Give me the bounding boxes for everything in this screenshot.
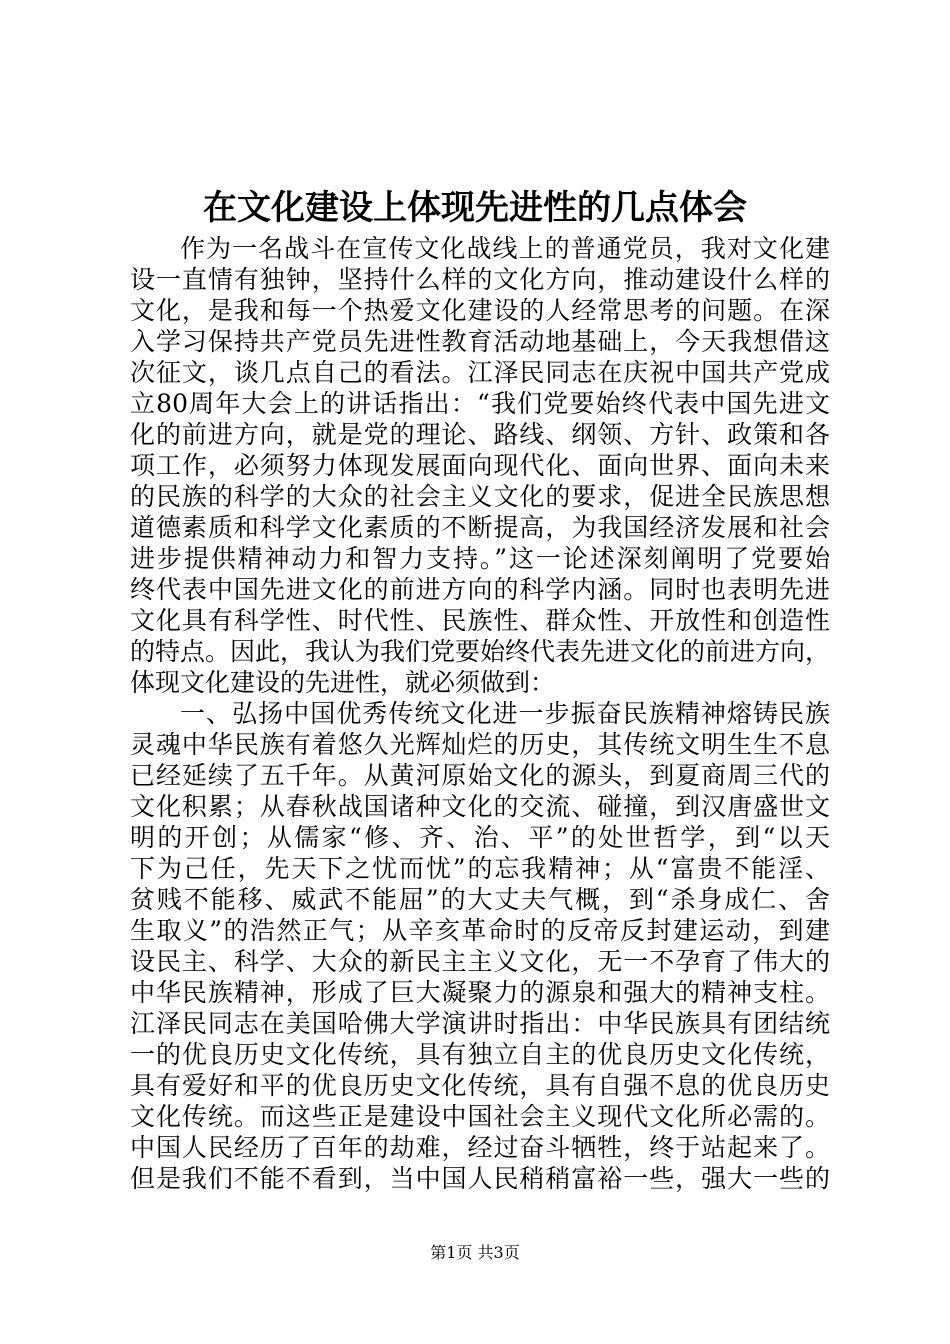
body-line: 的民族的科学的大众的社会主义文化的要求，促进全民族思想	[130, 482, 830, 511]
body-line: 入学习保持共产党员先进性教育活动地基础上，今天我想借这	[130, 327, 830, 356]
body-line: 文化传统。而这些正是建设中国社会主义现代文化所必需的。	[130, 1102, 830, 1131]
document-body	[130, 233, 830, 1194]
body-line: 体现文化建设的先进性，就必须做到：	[130, 668, 556, 697]
body-line: 的特点。因此，我认为我们党要始终代表先进文化的前进方向，	[130, 637, 831, 666]
body-line: 作为一名战斗在宣传文化战线上的普通党员，我对文化建	[180, 234, 830, 263]
body-line: 灵魂中华民族有着悠久光辉灿烂的历史，其传统文明生生不息	[130, 730, 830, 759]
page-footer: 第1页 共3页	[430, 1243, 520, 1262]
body-line: 设一直情有独钟，坚持什么样的文化方向，推动建设什么样的	[130, 265, 830, 294]
body-line: 文化积累；从春秋战国诸种文化的交流、碰撞，到汉唐盛世文	[130, 792, 830, 821]
body-line: 进步提供精神动力和智力支持。”这一论述深刻阐明了党要始	[130, 544, 830, 573]
body-line: 次征文，谈几点自己的看法。江泽民同志在庆祝中国共产党成	[130, 358, 830, 387]
body-line: 终代表中国先进文化的前进方向的科学内涵。同时也表明先进	[130, 575, 830, 604]
body-line: 设民主、科学、大众的新民主主义文化，无一不孕育了伟大的	[130, 947, 830, 976]
body-line: 江泽民同志在美国哈佛大学演讲时指出：中华民族具有团结统	[130, 1009, 830, 1038]
body-line: 生取义”的浩然正气；从辛亥革命时的反帝反封建运动，到建	[130, 916, 830, 945]
body-line: 中华民族精神，形成了巨大凝聚力的源泉和强大的精神支柱。	[130, 978, 830, 1007]
body-line: 明的开创；从儒家“修、齐、治、平”的处世哲学，到“以天	[130, 823, 830, 852]
body-line: 文化具有科学性、时代性、民族性、群众性、开放性和创造性	[130, 606, 830, 635]
body-line: 但是我们不能不看到，当中国人民稍稍富裕一些，强大一些的	[130, 1164, 830, 1193]
body-line: 一、弘扬中国优秀传统文化进一步振奋民族精神熔铸民族	[180, 699, 830, 728]
body-line: 中国人民经历了百年的劫难，经过奋斗牺牲，终于站起来了。	[130, 1133, 830, 1162]
document-title: 在文化建设上体现先进性的几点体会	[203, 188, 747, 228]
body-line: 化的前进方向，就是党的理论、路线、纲领、方针、政策和各	[130, 420, 830, 449]
body-line: 下为己任，先天下之忧而忧”的忘我精神；从“富贵不能淫、	[130, 854, 830, 883]
body-line: 项工作，必须努力体现发展面向现代化、面向世界、面向未来	[130, 451, 830, 480]
body-line: 一的优良历史文化传统，具有独立自主的优良历史文化传统，	[130, 1040, 830, 1069]
body-line: 已经延续了五千年。从黄河原始文化的源头，到夏商周三代的	[130, 761, 830, 790]
body-line: 道德素质和科学文化素质的不断提高，为我国经济发展和社会	[130, 513, 830, 542]
body-line: 具有爱好和平的优良历史文化传统，具有自强不息的优良历史	[130, 1071, 830, 1100]
body-line: 文化，是我和每一个热爱文化建设的人经常思考的问题。在深	[130, 296, 830, 325]
body-line: 立80周年大会上的讲话指出：“我们党要始终代表中国先进文	[130, 389, 830, 418]
body-line: 贫贱不能移、威武不能屈”的大丈夫气概，到“杀身成仁、舍	[130, 885, 830, 914]
